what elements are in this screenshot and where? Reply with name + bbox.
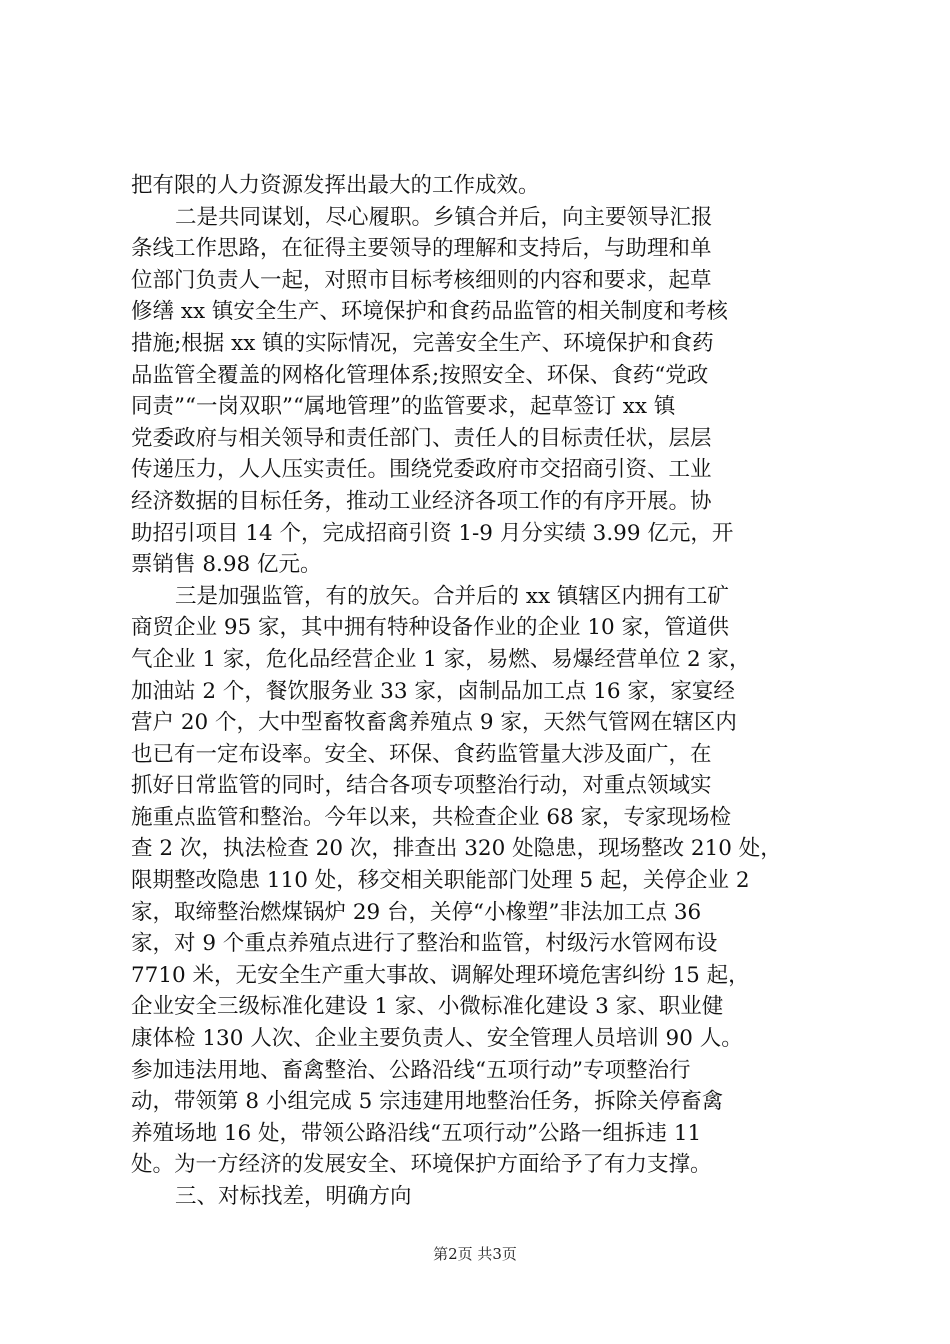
paragraph-start-line: 二是共同谋划，尽心履职。乡镇合并后，向主要领导汇报 xyxy=(175,204,713,230)
text-line: 营户 20 个，大中型畜牧畜禽养殖点 9 家，天然气管网在辖区内 xyxy=(131,710,737,736)
body-text xyxy=(131,170,831,1213)
text-line: 党委政府与相关领导和责任部门、责任人的目标责任状，层层 xyxy=(131,425,712,451)
text-line: 条线工作思路，在征得主要领导的理解和支持后，与助理和单 xyxy=(131,236,712,262)
text-line: 康体检 130 人次、企业主要负责人、安全管理人员培训 90 人。 xyxy=(131,1026,743,1052)
text-line: 气企业 1 家，危化品经营企业 1 家，易燃、易爆经营单位 2 家， xyxy=(131,646,751,672)
text-line: 查 2 次，执法检查 20 次，排查出 320 处隐患，现场整改 210 处， xyxy=(131,836,782,862)
text-line: 同责”“一岗双职”“属地管理”的监管要求，起草签订 xx 镇 xyxy=(131,394,676,420)
page-footer: 第2页 共3页 xyxy=(433,1245,517,1263)
text-line: 7710 米，无安全生产重大事故、调解处理环境危害纠纷 15 起， xyxy=(131,962,750,988)
text-line: 经济数据的目标任务，推动工业经济各项工作的有序开展。协 xyxy=(131,488,712,514)
text-line: 处。为一方经济的发展安全、环境保护方面给予了有力支撑。 xyxy=(131,1152,712,1178)
text-line: 传递压力，人人压实责任。围绕党委政府市交招商引资、工业 xyxy=(131,457,712,483)
text-line: 施重点监管和整治。今年以来，共检查企业 68 家，专家现场检 xyxy=(131,804,732,830)
text-line: 也已有一定布设率。安全、环保、食药监管量大涉及面广，在 xyxy=(131,741,712,767)
text-line: 位部门负责人一起，对照市目标考核细则的内容和要求，起草 xyxy=(131,267,712,293)
text-line: 企业安全三级标准化建设 1 家、小微标准化建设 3 家、职业健 xyxy=(131,994,724,1020)
section-heading: 三、对标找差，明确方向 xyxy=(175,1184,412,1209)
text-line: 措施;根据 xx 镇的实际情况，完善安全生产、环境保护和食药 xyxy=(131,330,714,356)
text-line: 票销售 8.98 亿元。 xyxy=(131,552,322,578)
text-line: 把有限的人力资源发挥出最大的工作成效。 xyxy=(131,173,540,198)
text-line: 家，对 9 个重点养殖点进行了整治和监管，村级污水管网布设 xyxy=(131,931,718,957)
text-line: 品监管全覆盖的网格化管理体系;按照安全、环保、食药“党政 xyxy=(131,362,709,388)
text-line: 商贸企业 95 家，其中拥有特种设备作业的企业 10 家，管道供 xyxy=(131,615,730,641)
paragraph-start-line: 三是加强监管，有的放矢。合并后的 xx 镇辖区内拥有工矿 xyxy=(175,583,729,609)
text-line: 限期整改隐患 110 处，移交相关职能部门处理 5 起，关停企业 2 xyxy=(131,868,750,894)
text-line: 养殖场地 16 处，带领公路沿线“五项行动”公路一组拆违 11 xyxy=(131,1120,702,1146)
text-line: 修缮 xx 镇安全生产、环境保护和食药品监管的相关制度和考核 xyxy=(131,299,728,325)
text-line: 参加违法用地、畜禽整治、公路沿线“五项行动”专项整治行 xyxy=(131,1057,691,1083)
text-line: 加油站 2 个，餐饮服务业 33 家，卤制品加工点 16 家，家宴经 xyxy=(131,678,735,704)
text-line: 抓好日常监管的同时，结合各项专项整治行动，对重点领域实 xyxy=(131,773,712,799)
text-line: 助招引项目 14 个，完成招商引资 1-9 月分实绩 3.99 亿元，开 xyxy=(131,520,734,546)
text-line: 家，取缔整治燃煤锅炉 29 台，关停“小橡塑”非法加工点 36 xyxy=(131,899,702,925)
text-line: 动，带领第 8 小组完成 5 宗违建用地整治任务，拆除关停畜禽 xyxy=(131,1089,724,1115)
